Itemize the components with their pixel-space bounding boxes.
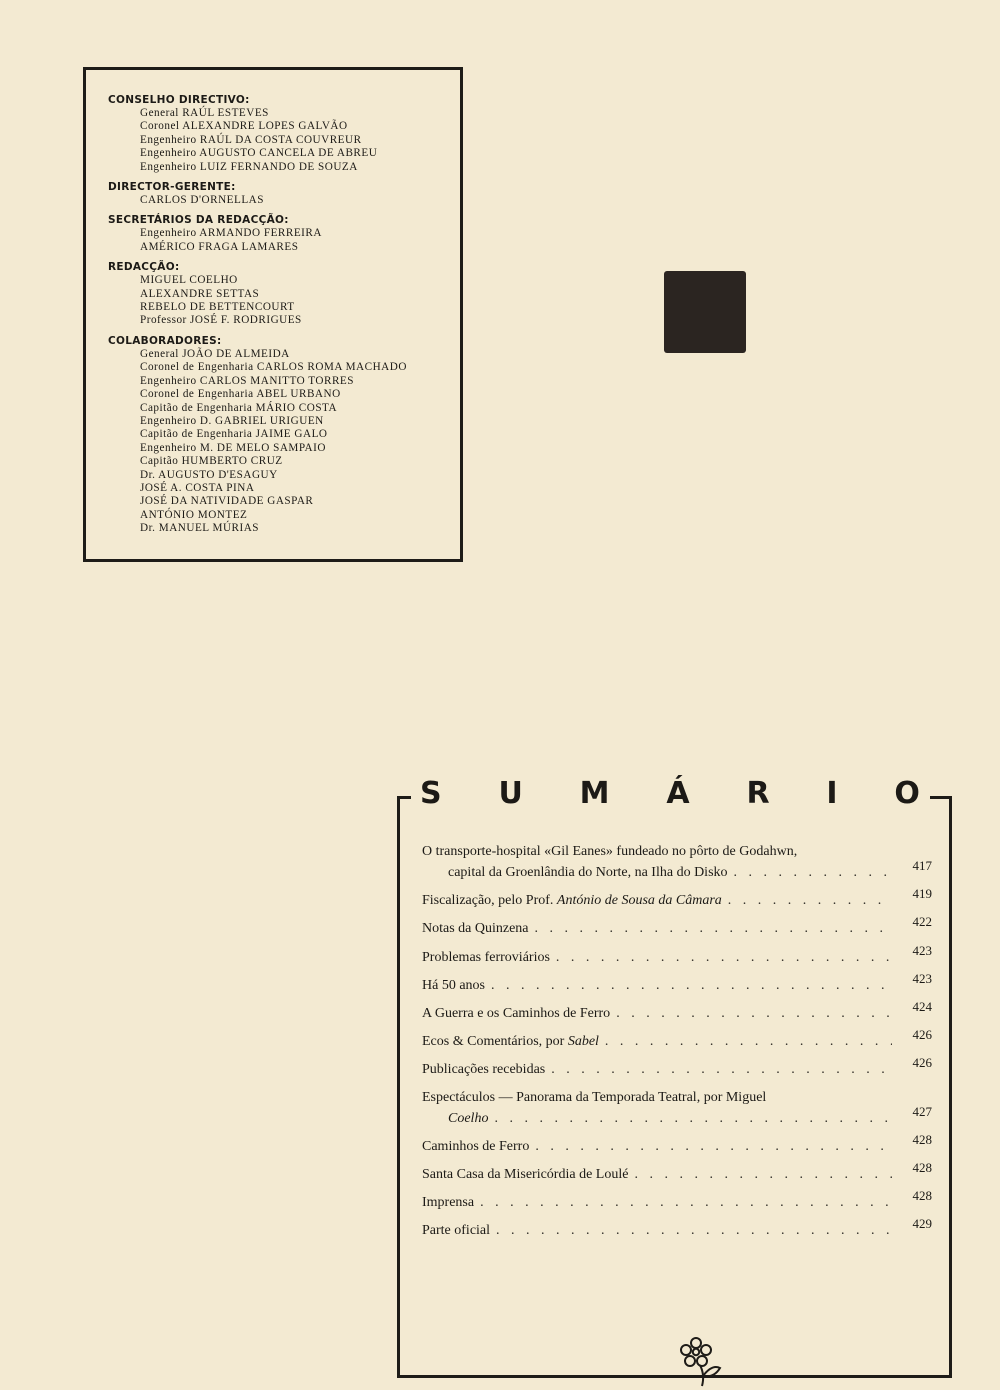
staff-heading: CONSELHO DIRECTIVO:: [108, 94, 250, 106]
toc-page-number: 428: [912, 1188, 932, 1204]
staff-member: Coronel de Engenharia CARLOS ROMA MACHADO: [140, 361, 407, 374]
staff-member: Dr. AUGUSTO D'ESAGUY: [140, 468, 278, 481]
toc-leader-dots: [556, 948, 892, 968]
table-of-contents: [422, 842, 932, 1248]
summary-title-letter: O: [894, 776, 920, 811]
staff-member: Dr. MANUEL MÚRIAS: [140, 522, 260, 535]
summary-title: [420, 776, 920, 812]
staff-member: ANTÓNIO MONTEZ: [140, 508, 248, 521]
staff-section-redaccao: [108, 261, 440, 328]
toc-page-number: 426: [912, 1055, 932, 1071]
staff-member: ALEXANDRE SETTAS: [140, 287, 260, 300]
staff-member: REBELO DE BETTENCOURT: [140, 301, 295, 314]
toc-leader-dots: [616, 1004, 892, 1024]
staff-member: Engenheiro AUGUSTO CANCELA DE ABREU: [140, 147, 378, 160]
staff-member: JOSÉ DA NATIVIDADE GASPAR: [140, 495, 314, 508]
staff-member: JOSÉ A. COSTA PINA: [140, 481, 255, 494]
toc-entry-text: Caminhos de Ferro: [422, 1138, 530, 1154]
flower-icon: [672, 1330, 732, 1390]
summary-title-letter: S: [420, 776, 442, 811]
toc-entry-text: [422, 1032, 599, 1052]
toc-entry-text: [448, 1109, 488, 1129]
toc-entry-text: Publicações recebidas: [422, 1062, 546, 1078]
staff-member: Capitão de Engenharia JAIME GALO: [140, 428, 328, 441]
staff-member: Engenheiro ARMANDO FERREIRA: [140, 227, 322, 240]
toc-page-number: 417: [912, 858, 932, 873]
staff-member: Engenheiro CARLOS MANITTO TORRES: [140, 374, 354, 387]
toc-entry-author: Sabel: [567, 1034, 599, 1050]
staff-member: Capitão de Engenharia MÁRIO COSTA: [140, 401, 338, 414]
summary-border-left-cap: [397, 796, 411, 799]
toc-entry[interactable]: [422, 1027, 932, 1052]
staff-box: [83, 67, 463, 562]
toc-page-number: 422: [912, 914, 932, 930]
toc-entry-text: Há 50 anos: [422, 977, 485, 993]
toc-entry-text: [422, 891, 722, 911]
toc-entry[interactable]: [422, 1216, 932, 1241]
toc-entry[interactable]: [422, 1188, 932, 1213]
toc-entry-text: Santa Casa da Misericórdia de Loulé: [422, 1166, 629, 1182]
toc-leader-dots: [535, 919, 892, 939]
staff-member: General JOÃO DE ALMEIDA: [140, 347, 290, 360]
toc-entry[interactable]: [422, 1088, 932, 1129]
toc-entry[interactable]: [422, 914, 932, 939]
toc-entry[interactable]: [422, 1131, 932, 1157]
staff-member: CARLOS D'ORNELLAS: [140, 194, 264, 207]
staff-member: MIGUEL COELHO: [140, 274, 238, 287]
toc-leader-dots: [728, 891, 892, 911]
staff-member: Engenheiro LUIZ FERNANDO DE SOUZA: [140, 160, 358, 173]
toc-page-number: 429: [912, 1216, 932, 1232]
staff-member: Engenheiro M. DE MELO SAMPAIO: [140, 441, 326, 454]
toc-entry-text: capital da Groenlândia do Norte, na Ilha do Disko: [448, 865, 728, 880]
staff-member: AMÉRICO FRAGA LAMARES: [140, 240, 299, 253]
toc-leader-dots: [734, 863, 892, 883]
toc-entry-author: António de Sousa da Câmara: [556, 893, 722, 909]
staff-heading: DIRECTOR-GERENTE:: [108, 181, 236, 194]
toc-leader-dots: [535, 1137, 892, 1157]
toc-entry[interactable]: [422, 970, 932, 996]
summary-title-letter: Á: [666, 776, 690, 811]
toc-page-number: 426: [912, 1027, 932, 1043]
staff-section-conselho: [108, 94, 440, 174]
staff-heading: SECRETÁRIOS DA REDACÇÃO:: [108, 214, 289, 227]
staff-member: General RAÚL ESTEVES: [140, 107, 269, 119]
toc-entry[interactable]: [422, 886, 932, 911]
toc-leader-dots: [496, 1221, 892, 1241]
toc-page-number: 423: [912, 970, 932, 986]
toc-leader-dots: [494, 1109, 892, 1129]
toc-entry-text: A Guerra e os Caminhos de Ferro: [422, 1005, 611, 1021]
toc-leader-dots: [551, 1060, 892, 1080]
toc-page-number: 423: [912, 942, 932, 958]
toc-entry-text: Parte oficial: [422, 1223, 491, 1239]
toc-page-number: 428: [912, 1131, 932, 1147]
toc-page-number: 428: [912, 1159, 932, 1175]
toc-entry-first-line: O transporte-hospital «Gil Eanes» fundeado no pôrto de Godahwn,: [422, 844, 798, 859]
toc-leader-dots: [480, 1193, 892, 1213]
toc-entry[interactable]: [422, 842, 932, 883]
summary-box: [397, 776, 952, 1378]
toc-entry-text: Problemas ferroviários: [422, 949, 550, 965]
toc-entry-author: Coelho: [448, 1110, 489, 1126]
summary-title-letter: M: [579, 776, 610, 811]
staff-heading: REDACÇÃO:: [108, 261, 180, 274]
toc-entry-text: Imprensa: [422, 1195, 475, 1211]
toc-entry[interactable]: [422, 1159, 932, 1185]
toc-page-number: 424: [912, 998, 932, 1014]
staff-member: Engenheiro D. GABRIEL URIGUEN: [140, 414, 324, 427]
staff-section-colaboradores: [108, 335, 440, 536]
toc-entry[interactable]: [422, 942, 932, 968]
staff-member: Engenheiro RAÚL DA COSTA COUVREUR: [140, 133, 362, 146]
toc-leader-dots: [605, 1032, 892, 1052]
staff-member: Coronel de Engenharia ABEL URBANO: [140, 388, 341, 401]
toc-entry-text: Notas da Quinzena: [422, 921, 529, 937]
decorative-black-square: [664, 271, 746, 353]
staff-section-director: [108, 181, 440, 207]
toc-page-number: 419: [912, 886, 932, 902]
summary-title-letter: R: [746, 776, 770, 811]
summary-title-letter: I: [826, 776, 838, 811]
toc-entry-first-line: Espectáculos — Panorama da Temporada Teatral, por Miguel: [422, 1089, 767, 1105]
toc-entry[interactable]: [422, 998, 932, 1024]
toc-entry-title: Ecos & Comentários, por: [422, 1034, 568, 1050]
toc-entry[interactable]: [422, 1055, 932, 1080]
staff-member: Professor JOSÉ F. RODRIGUES: [140, 314, 302, 327]
staff-member: Capitão HUMBERTO CRUZ: [140, 455, 283, 468]
staff-section-secretarios: [108, 214, 440, 254]
toc-page-number: 427: [912, 1103, 932, 1119]
staff-member: Coronel ALEXANDRE LOPES GALVÃO: [140, 120, 348, 133]
summary-border-right-cap: [930, 796, 952, 799]
staff-heading: COLABORADORES:: [108, 334, 222, 347]
toc-entry-title: Fiscalização, pelo Prof.: [422, 893, 557, 909]
summary-title-letter: U: [498, 776, 523, 811]
toc-leader-dots: [634, 1165, 892, 1185]
toc-leader-dots: [491, 976, 892, 996]
